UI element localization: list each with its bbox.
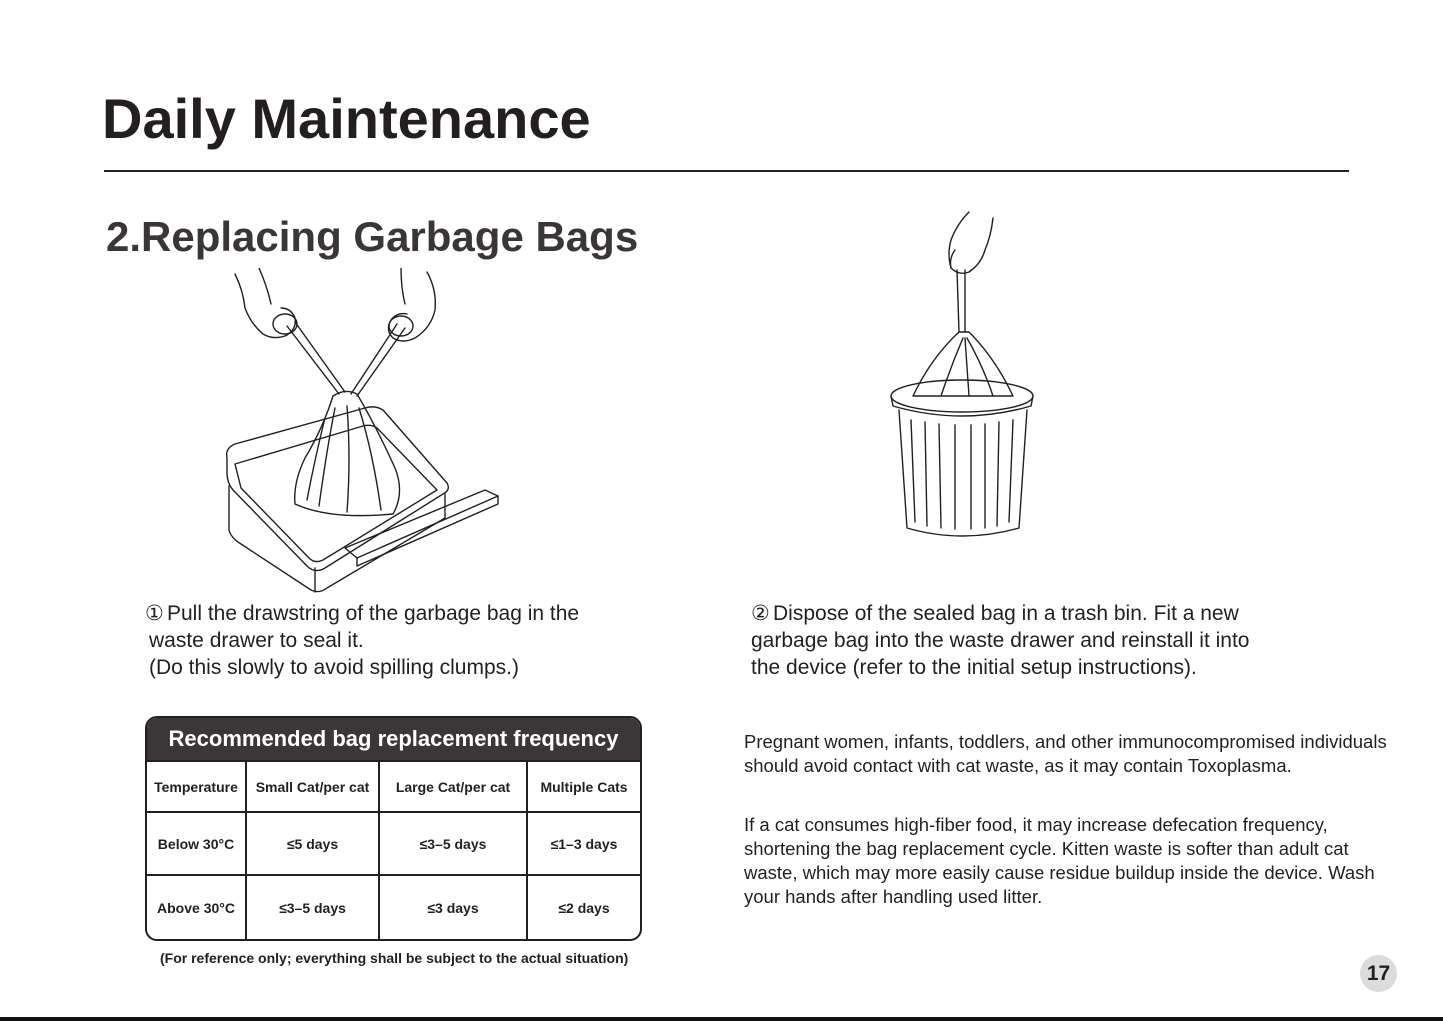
page-title: Daily Maintenance <box>102 87 591 150</box>
table-cell: ≤5 days <box>246 812 379 875</box>
title-divider <box>104 170 1349 172</box>
table-row <box>147 875 640 939</box>
table-header-cell: Small Cat/per cat <box>246 762 379 812</box>
table-row <box>147 812 640 875</box>
step-1-line-3: (Do this slowly to avoid spilling clumps.) <box>149 656 519 679</box>
frequency-note: If a cat consumes high-fiber food, it may increase defecation frequency, shortening the bag replacement cycle. Kitten waste is softer than adult cat waste, which may more easily cause residue buildup inside the device. Wash your hands after handling used litter. <box>744 814 1375 907</box>
step-1-line-1: Pull the drawstring of the garbage bag in the <box>167 602 580 625</box>
table-cell: Below 30°C <box>147 812 246 875</box>
table-cell: ≤2 days <box>558 899 610 916</box>
trash-bin-illustration <box>885 210 1040 540</box>
table-header-cell: Temperature <box>147 762 246 812</box>
table-footnote: (For reference only; everything shall be subject to the actual situation) <box>160 950 629 966</box>
step-2-line-2: garbage bag into the waste drawer and reinstall it into <box>751 629 1250 652</box>
step-1 <box>145 600 579 681</box>
table-cell: ≤3–5 days <box>246 875 379 939</box>
step-2-line-3: the device (refer to the initial setup instructions). <box>751 656 1197 679</box>
table-header-cell: Multiple Cats <box>527 762 640 812</box>
step-2 <box>751 600 1249 681</box>
frequency-table-title: Recommended bag replacement frequency <box>147 718 640 762</box>
step-1-line-2: waste drawer to seal it. <box>149 629 364 652</box>
frequency-table <box>145 716 642 941</box>
page-number: 17 <box>1360 955 1397 992</box>
step-1-number: ① <box>145 602 164 625</box>
section-title: 2.Replacing Garbage Bags <box>106 213 639 260</box>
frequency-table-grid <box>147 762 640 939</box>
step-2-number: ② <box>751 602 770 625</box>
table-header-row <box>147 762 640 812</box>
drawstring-illustration <box>215 268 510 598</box>
step-2-line-1: Dispose of the sealed bag in a trash bin. Fit a new <box>773 602 1239 625</box>
table-cell: ≤3–5 days <box>379 812 527 875</box>
bottom-border <box>0 1017 1443 1021</box>
health-note: Pregnant women, infants, toddlers, and other immunocompromised individuals should avoid contact with cat waste, as it may contain Toxoplasma. <box>744 731 1387 776</box>
table-cell: ≤3 days <box>379 875 527 939</box>
table-header-cell: Large Cat/per cat <box>379 762 527 812</box>
table-cell: Above 30°C <box>147 875 246 939</box>
table-cell: ≤1–3 days <box>527 812 640 875</box>
